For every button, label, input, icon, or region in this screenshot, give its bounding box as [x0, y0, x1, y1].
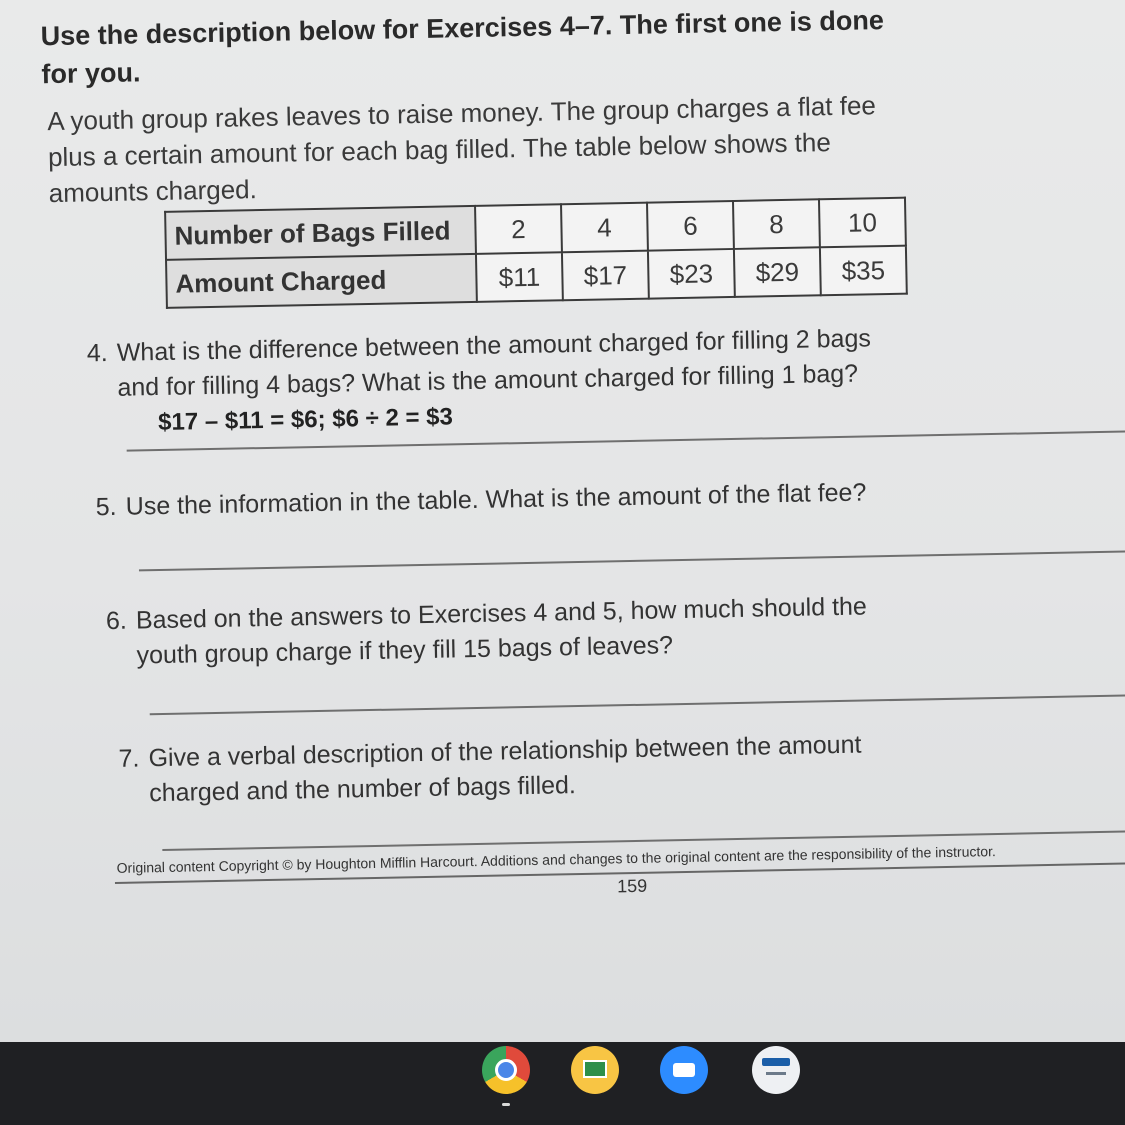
instructions-heading: Use the description below for Exercises 4–7. The first one is done for you.	[40, 5, 885, 90]
table-cell: 2	[475, 204, 562, 254]
answer-4: $17 – $11 = $6; $6 ÷ 2 = $3	[157, 403, 454, 437]
taskbar-shelf	[0, 1042, 1125, 1125]
copyright-footer: Original content Copyright © by Houghton Mifflin Harcourt. Additions and changes to the original content are the responsibility of the instructor.	[116, 843, 997, 876]
question-text: youth group charge if they fill 15 bags of leaves?	[136, 631, 674, 670]
question-7	[118, 728, 862, 812]
question-text: Give a verbal description of the relationship between the amount	[148, 730, 862, 773]
row-header-amount: Amount Charged	[166, 254, 477, 308]
table-cell: 8	[733, 199, 820, 249]
page-number: 159	[616, 875, 648, 897]
problem-description: A youth group rakes leaves to raise money. The group charges a flat fee plus a certain amount for each bag filled. The table below shows the amounts charged.	[47, 90, 877, 209]
question-number: 7.	[118, 744, 140, 773]
question-4	[86, 321, 871, 406]
bags-table	[164, 197, 908, 309]
table-cell: 4	[561, 203, 648, 253]
table-cell: $35	[820, 246, 907, 296]
table-cell: $29	[734, 247, 821, 297]
table-cell: 6	[647, 201, 734, 251]
table-cell: 10	[819, 198, 906, 248]
question-number: 4.	[86, 339, 108, 368]
google-classroom-icon[interactable]	[571, 1046, 619, 1094]
question-number: 5.	[95, 492, 117, 522]
active-app-indicator	[502, 1103, 510, 1106]
table-cell: $17	[562, 251, 649, 301]
question-6	[106, 589, 868, 674]
question-number: 6.	[105, 606, 128, 636]
question-text: and for filling 4 bags? What is the amount charged for filling 1 bag?	[117, 359, 859, 402]
table-cell: $11	[476, 252, 563, 302]
question-text: charged and the number of bags filled.	[148, 771, 577, 808]
question-text: Use the information in the table. What is the amount of the flat fee?	[125, 478, 867, 521]
answer-line-5	[139, 550, 1125, 571]
question-text: What is the difference between the amount charged for filling 2 bags	[116, 324, 872, 367]
zoom-icon[interactable]	[660, 1046, 708, 1094]
table-cell: $23	[648, 249, 735, 299]
pearson-icon[interactable]	[752, 1046, 800, 1094]
chrome-icon[interactable]	[482, 1046, 530, 1094]
question-text: Based on the answers to Exercises 4 and 5, how much should the	[135, 592, 868, 635]
row-header-bags: Number of Bags Filled	[165, 206, 476, 260]
question-5	[95, 475, 866, 525]
answer-line-6	[150, 694, 1125, 715]
